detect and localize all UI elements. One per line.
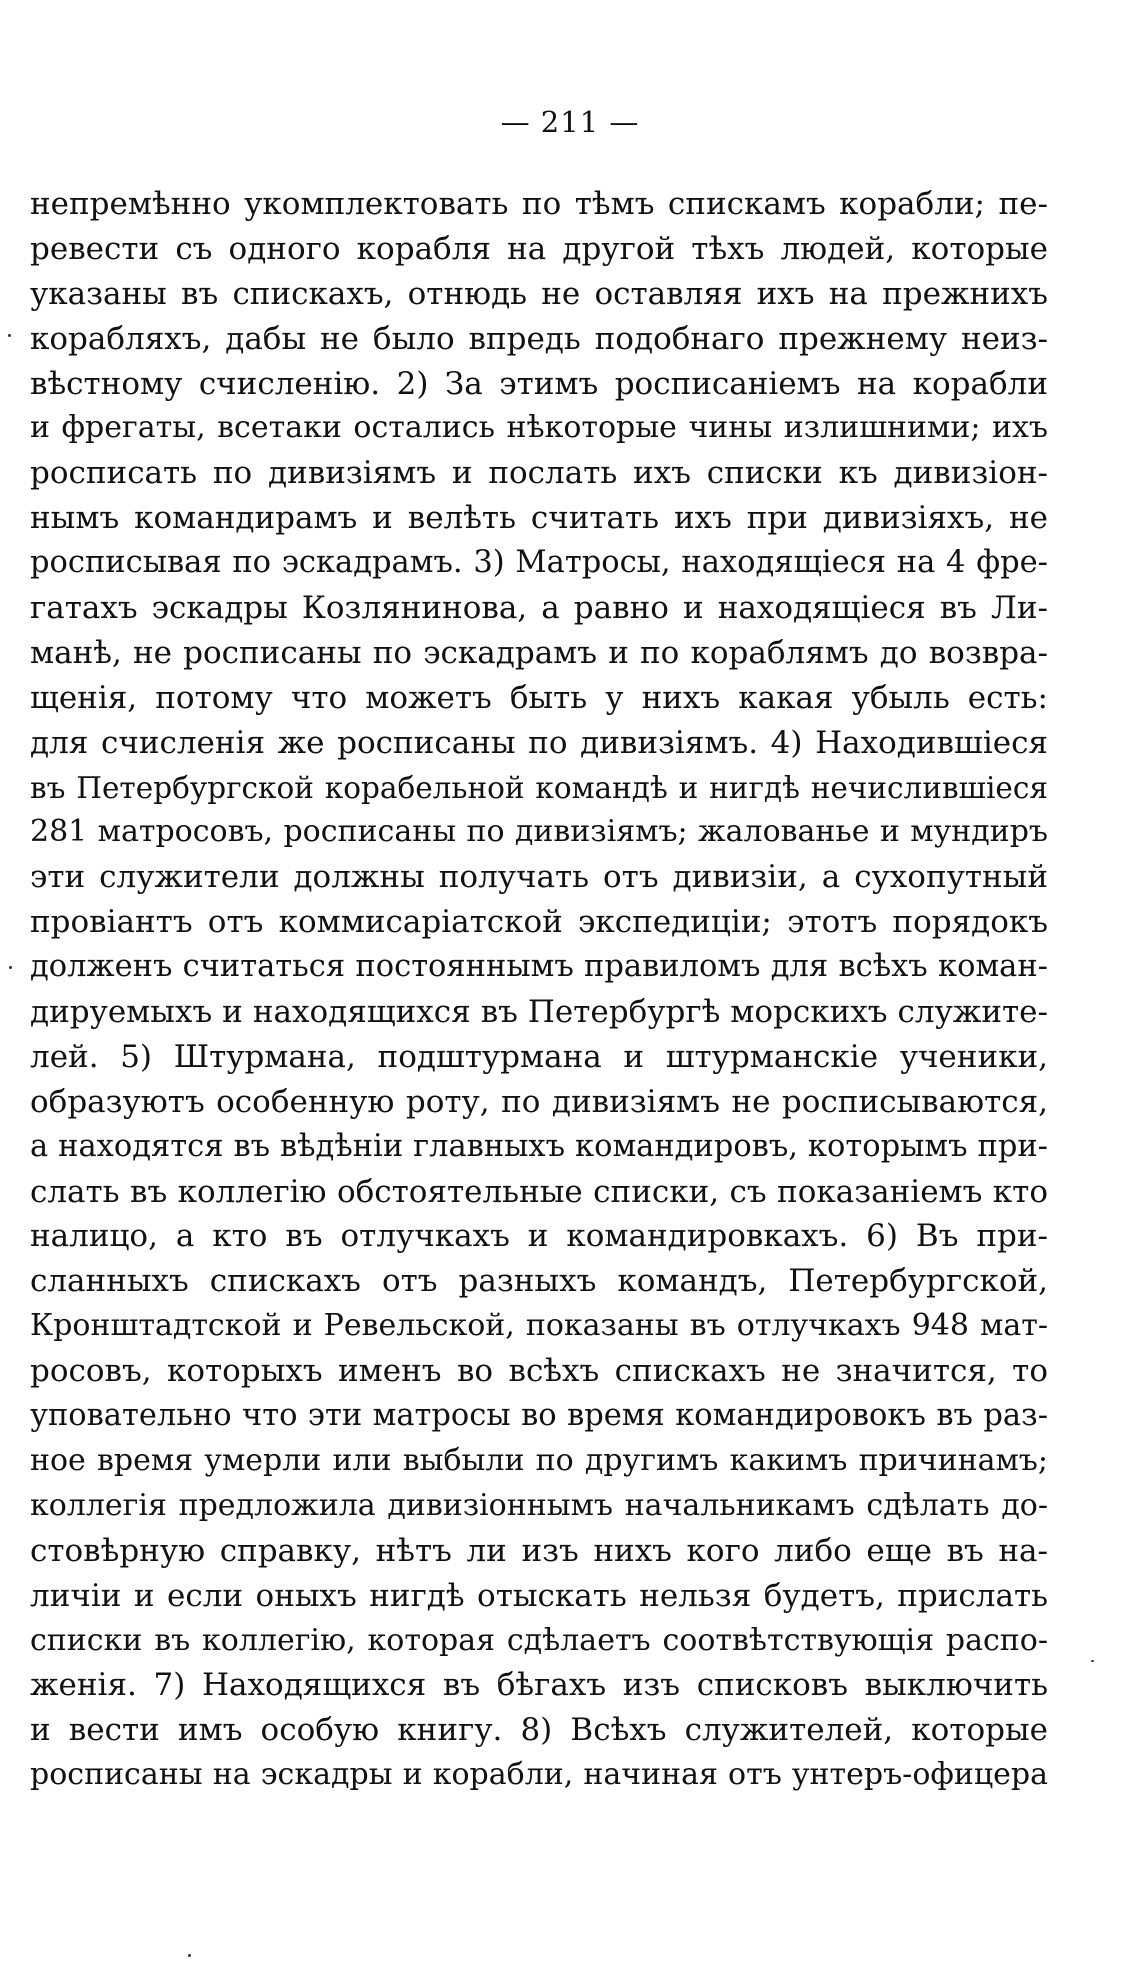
- text-line: списки въ коллегію, которая сдѣлаетъ соотвѣтствующія распо-: [30, 1622, 1048, 1658]
- text-line: указаны въ спискахъ, отнюдь не оставляя ихъ на прежнихъ: [30, 275, 1048, 312]
- text-line: въ Петербургской корабельной командѣ и нигдѣ нечислившіеся: [30, 770, 1048, 805]
- text-line: женія. 7) Находящихся въ бѣгахъ изъ списковъ выключить: [30, 1667, 1048, 1704]
- text-line: манѣ, не росписаны по эскадрамъ и по кораблямъ до возвра-: [30, 634, 1048, 671]
- text-line: 281 матросовъ, росписаны по дивизіямъ; жалованье и мундиръ: [30, 814, 1048, 850]
- text-line: дируемыхъ и находящихся въ Петербургѣ морскихъ служите-: [30, 994, 1048, 1031]
- text-line: лей. 5) Штурмана, подштурмана и штурманскіе ученики,: [30, 1038, 1048, 1075]
- text-line: ревести съ одного корабля на другой тѣхъ людей, которые: [30, 230, 1048, 267]
- text-line: росписаны на эскадры и корабли, начиная отъ унтеръ-офицера: [30, 1757, 1048, 1793]
- text-line: росовъ, которыхъ именъ во всѣхъ спискахъ не значится, то: [30, 1353, 1048, 1390]
- text-line: Кронштадтской и Ревельской, показаны въ отлучкахъ 948 мат-: [30, 1308, 1048, 1344]
- scan-speck: [1091, 1660, 1094, 1662]
- scan-speck: [8, 334, 11, 337]
- text-line: уповательно что эти матросы во время командировокъ въ раз-: [30, 1398, 1048, 1434]
- text-line: провіантъ отъ коммисаріатской экспедиціи; этотъ порядокъ: [30, 904, 1048, 941]
- text-line: эти служители должны получать отъ дивизіи, а сухопутный: [30, 859, 1048, 896]
- text-line: личіи и если оныхъ нигдѣ отыскать нельзя будетъ, прислать: [30, 1577, 1048, 1614]
- text-line: для счисленія же росписаны по дивизіямъ. 4) Находившіеся: [30, 724, 1048, 761]
- text-line: а находятся въ вѣдѣніи главныхъ командировъ, которымъ при-: [30, 1128, 1048, 1164]
- text-line: и вести имъ особую книгу. 8) Всѣхъ служителей, которые: [30, 1712, 1048, 1749]
- scan-speck: [9, 966, 12, 969]
- text-line: нымъ командирамъ и велѣть считать ихъ при дивизіяхъ, не: [30, 500, 1048, 537]
- text-line: гатахъ эскадры Козлянинова, а равно и находящіеся въ Ли-: [30, 590, 1048, 627]
- text-line: стовѣрную справку, нѣтъ ли изъ нихъ кого либо еще въ на-: [30, 1532, 1048, 1569]
- text-line: корабляхъ, дабы не было впредь подобнаго прежнему неиз-: [30, 320, 1048, 357]
- text-line: образуютъ особенную роту, по дивизіямъ не росписываются,: [30, 1083, 1048, 1120]
- page-number: — 211 —: [500, 105, 640, 139]
- body-text: [30, 182, 1048, 1798]
- text-line: непремѣнно укомплектовать по тѣмъ спискамъ корабли; пе-: [30, 186, 1048, 222]
- text-line: налицо, а кто въ отлучкахъ и командировкахъ. 6) Въ при-: [30, 1218, 1048, 1255]
- text-line: долженъ считаться постояннымъ правиломъ для всѣхъ коман-: [30, 949, 1048, 985]
- text-line: щенія, потому что можетъ быть у нихъ какая убыль есть:: [30, 679, 1048, 716]
- text-line: сланныхъ спискахъ отъ разныхъ командъ, Петербургской,: [30, 1263, 1048, 1300]
- text-line: росписать по дивизіямъ и послать ихъ списки къ дивизіон-: [30, 455, 1048, 492]
- text-line: слать въ коллегію обстоятельные списки, съ показаніемъ кто: [30, 1173, 1048, 1210]
- text-line: коллегія предложила дивизіоннымъ начальникамъ сдѣлать до-: [30, 1487, 1048, 1523]
- text-line: вѣстному счисленію. 2) За этимъ росписаніемъ на корабли: [30, 365, 1048, 402]
- scan-speck: [188, 1954, 191, 1957]
- text-line: и фрегаты, всетаки остались нѣкоторые чины излишними; ихъ: [30, 410, 1048, 446]
- text-line: росписывая по эскадрамъ. 3) Матросы, находящіеся на 4 фре-: [30, 545, 1048, 581]
- text-line: ное время умерли или выбыли по другимъ какимъ причинамъ;: [30, 1442, 1048, 1478]
